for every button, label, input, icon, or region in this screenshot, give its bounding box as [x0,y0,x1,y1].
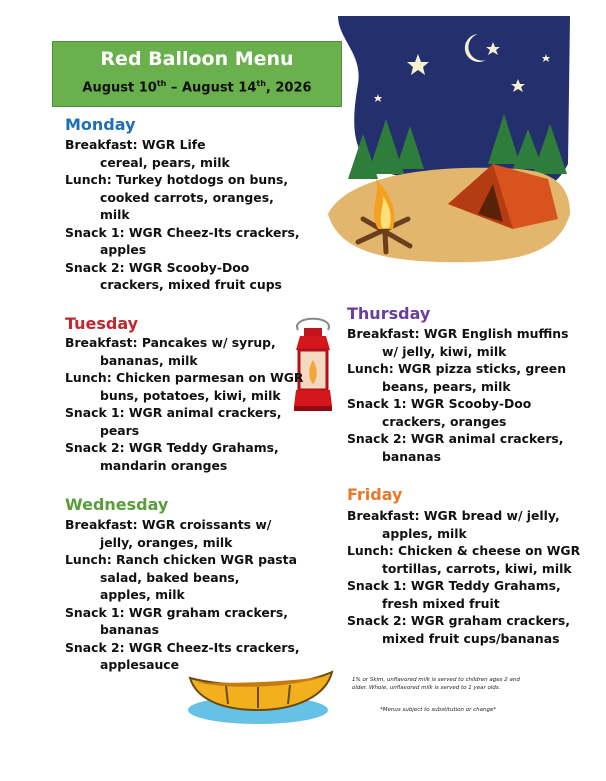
entry-line: Snack 2: WGR animal crackers, [347,431,564,446]
entry-line: mandarin oranges [100,457,228,473]
entry-line: bananas [382,448,441,464]
wednesday-label: Wednesday [65,495,169,514]
tuesday-snack-1 [65,404,303,439]
thursday-snack-1 [347,395,568,430]
entry-line: Snack 1: WGR Scooby-Doo [347,396,532,411]
wednesday-menu [65,516,300,674]
milk-note-line-2: older. Whole, unflavored milk is served to 1 year olds. [352,685,501,691]
friday-menu [347,507,580,647]
thursday-lunch [347,360,568,395]
monday-snack-2 [65,259,300,294]
entry-line: Lunch: Chicken & cheese on WGR [347,543,581,558]
entry-line: Lunch: Chicken parmesan on WGR [65,370,304,385]
entry-line: crackers, mixed fruit cups [100,277,282,292]
entry-line: bananas, milk [100,352,198,368]
entry-line: Breakfast: WGR croissants w/ [65,517,272,532]
wednesday-breakfast [65,516,300,551]
entry-line: Lunch: Ranch chicken WGR pasta [65,552,297,567]
entry-line: Snack 2: WGR graham crackers, [347,613,571,628]
entry-line: apples, milk [382,525,467,541]
menu-title: Red Balloon Menu [100,48,294,70]
tuesday-breakfast [65,334,303,369]
entry-line: salad, baked beans, [100,569,240,585]
entry-line: milk [100,207,130,222]
milk-note [352,676,552,692]
entry-line: pears [100,422,140,438]
substitution-note-text: *Menus subject to substitution or change* [380,707,497,713]
entry-line: Lunch: WGR pizza sticks, green [347,361,567,376]
thursday-breakfast [347,325,568,360]
friday-snack-1 [347,577,580,612]
friday-lunch [347,542,580,577]
entry-line: tortillas, carrots, kiwi, milk [382,560,572,576]
entry-line: Lunch: Turkey hotdogs on buns, [65,172,289,187]
wednesday-snack-1 [65,604,300,639]
day-heading-wednesday [65,495,168,514]
day-heading-tuesday [65,314,138,333]
campsite-illustration-icon [318,14,570,282]
monday-lunch [65,171,300,224]
wednesday-lunch [65,551,300,604]
monday-snack-1 [65,224,300,259]
entry-line: Snack 1: WGR animal crackers, [65,405,282,420]
menu-header [52,41,342,107]
entry-line: applesauce [100,657,180,672]
entry-line: Snack 2: WGR Teddy Grahams, [65,440,279,455]
substitution-note [380,706,540,714]
entry-line: apples [100,242,147,257]
entry-line: Snack 2: WGR Cheez-Its crackers, [65,639,300,655]
dates-year: , 2026 [265,80,312,96]
entry-line: mixed fruit cups/bananas [382,630,560,646]
thursday-label: Thursday [347,304,431,323]
entry-line: Snack 1: WGR Teddy Grahams, [347,578,561,593]
friday-breakfast [347,507,580,542]
tuesday-snack-2 [65,439,303,474]
entry-line: beans, pears, milk [382,378,511,394]
wednesday-snack-2 [65,639,300,674]
entry-line: jelly, oranges, milk [100,534,233,550]
friday-label: Friday [347,485,403,504]
dates-end: – August 14 [166,80,257,96]
thursday-menu [347,325,568,465]
entry-line: apples, milk [100,587,185,602]
entry-line: cereal, pears, milk [100,154,230,170]
entry-line: Breakfast: WGR English muffins [347,326,569,341]
thursday-snack-2 [347,430,568,465]
entry-line: bananas [100,622,159,637]
monday-label: Monday [65,115,136,134]
friday-snack-2 [347,612,580,647]
dates-end-suffix: th [256,79,266,88]
day-heading-monday [65,115,136,134]
day-heading-thursday [347,304,430,323]
entry-line: Breakfast: WGR Life [65,137,206,152]
monday-menu [65,136,300,294]
entry-line: Snack 1: WGR Cheez-Its crackers, [65,224,300,240]
monday-breakfast [65,136,300,171]
tuesday-lunch [65,369,303,404]
entry-line: Breakfast: Pancakes w/ syrup, [65,335,276,350]
entry-line: buns, potatoes, kiwi, milk [100,387,281,403]
entry-line: Snack 1: WGR graham crackers, [65,604,289,620]
menu-dates [53,79,341,95]
entry-line: Breakfast: WGR bread w/ jelly, [347,508,560,523]
tuesday-label: Tuesday [65,314,139,333]
dates-start-suffix: th [156,79,167,88]
dates-start: August 10 [82,80,157,96]
tuesday-menu [65,334,303,474]
entry-line: fresh mixed fruit [382,595,500,611]
entry-line: cooked carrots, oranges, [100,189,274,205]
entry-line: w/ jelly, kiwi, milk [382,343,507,359]
day-heading-friday [347,485,402,504]
entry-line: Snack 2: WGR Scooby-Doo [65,259,250,275]
milk-note-line-1: 1% or Skim, unflavored milk is served to children ages 2 and [352,677,520,683]
entry-line: crackers, oranges [382,413,507,429]
